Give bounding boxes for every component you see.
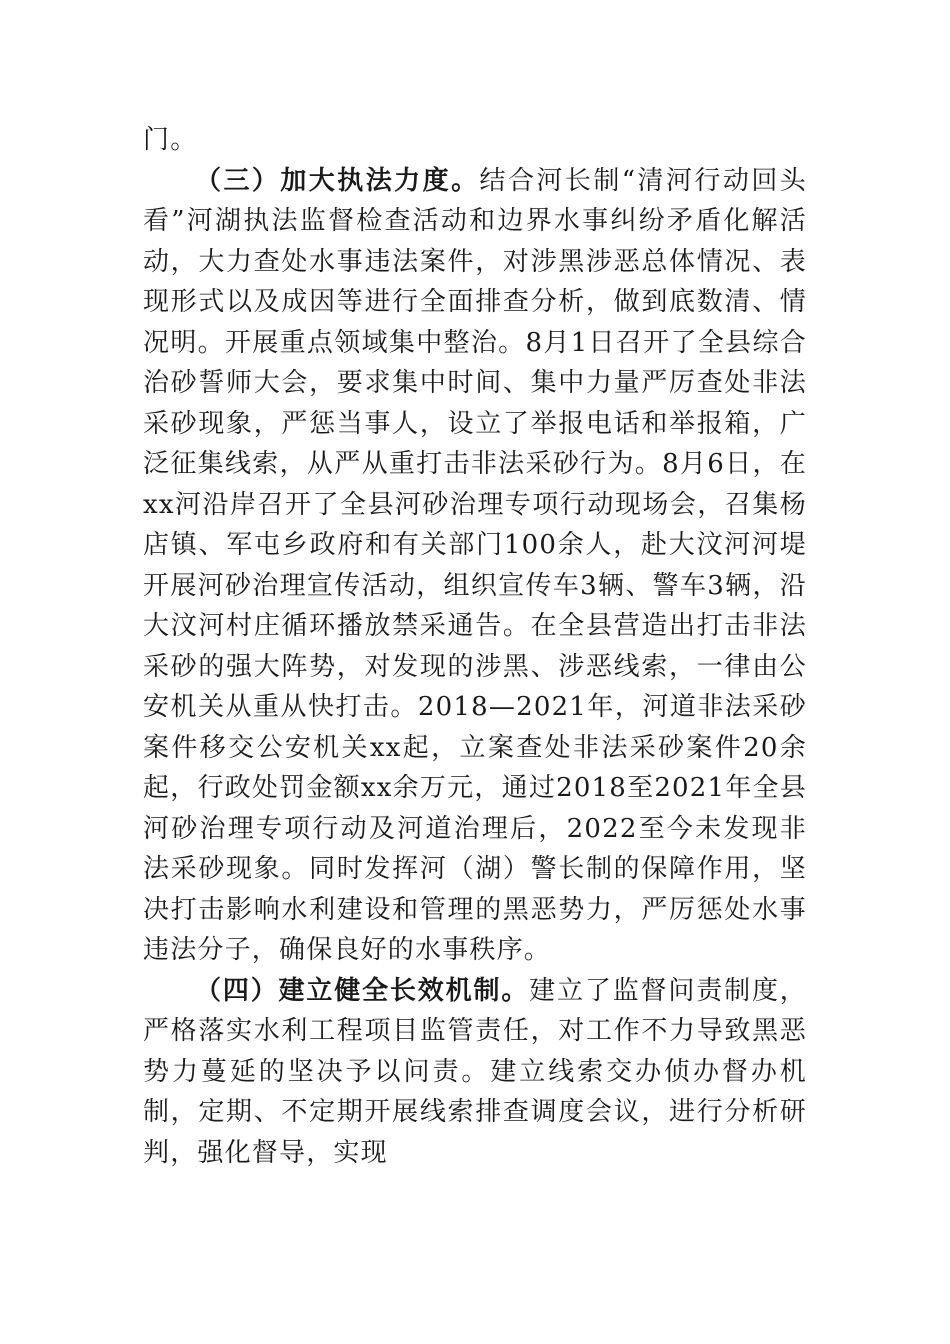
paragraph-continuation <box>143 120 807 161</box>
paragraph-section-4 <box>143 971 807 1174</box>
section-heading: （四）建立健全长效机制。 <box>195 975 530 1006</box>
paragraph-text: 门。 <box>143 125 198 155</box>
paragraph-section-3 <box>143 161 807 971</box>
section-heading: （三）加大执法力度。 <box>195 165 480 196</box>
paragraph-text: 结合河长制“清河行动回头看”河湖执法监督检查活动和边界水事纠纷矛盾化解活动，大力查处水事违法案件，对涉黑涉恶总体情况、表现形式以及成因等进行全面排查分析，做到底数清、情况明。开展重点领域集中整治。8月1日召开了全县综合治砂誓师大会，要求集中时间、集中力量严厉查处非法采砂现象，严惩当事人，设立了举报电话和举报箱，广泛征集线索，从严从重打击非法采砂行为。8月6日，在xx河沿岸召开了全县河砂治理专项行动现场会，召集杨店镇、军屯乡政府和有关部门100余人，赴大汶河河堤开展河砂治理宣传活动，组织宣传车3辆、警车3辆，沿大汶河村庄循环播放禁采通告。在全县营造出打击非法采砂的强大阵势，对发现的涉黑、涉恶线索，一律由公安机关从重从快打击。2018—2021年，河道非法采砂案件移交公安机关xx起，立案查处非法采砂案件20余起，行政处罚金额xx余万元，通过2018至2021年全县河砂治理专项行动及河道治理后，2022至今未发现非法采砂现象。同时发挥河（湖）警长制的保障作用，坚决打击影响水利建设和管理的黑恶势力，严厉惩处水事违法分子，确保良好的水事秩序。 <box>143 165 807 965</box>
paragraph-text: 建立了监督问责制度，严格落实水利工程项目监管责任，对工作不力导致黑恶势力蔓延的坚决予以问责。建立线索交办侦办督办机制，定期、不定期开展线索排查调度会议，进行分析研判，强化督导，实现 <box>143 975 807 1168</box>
